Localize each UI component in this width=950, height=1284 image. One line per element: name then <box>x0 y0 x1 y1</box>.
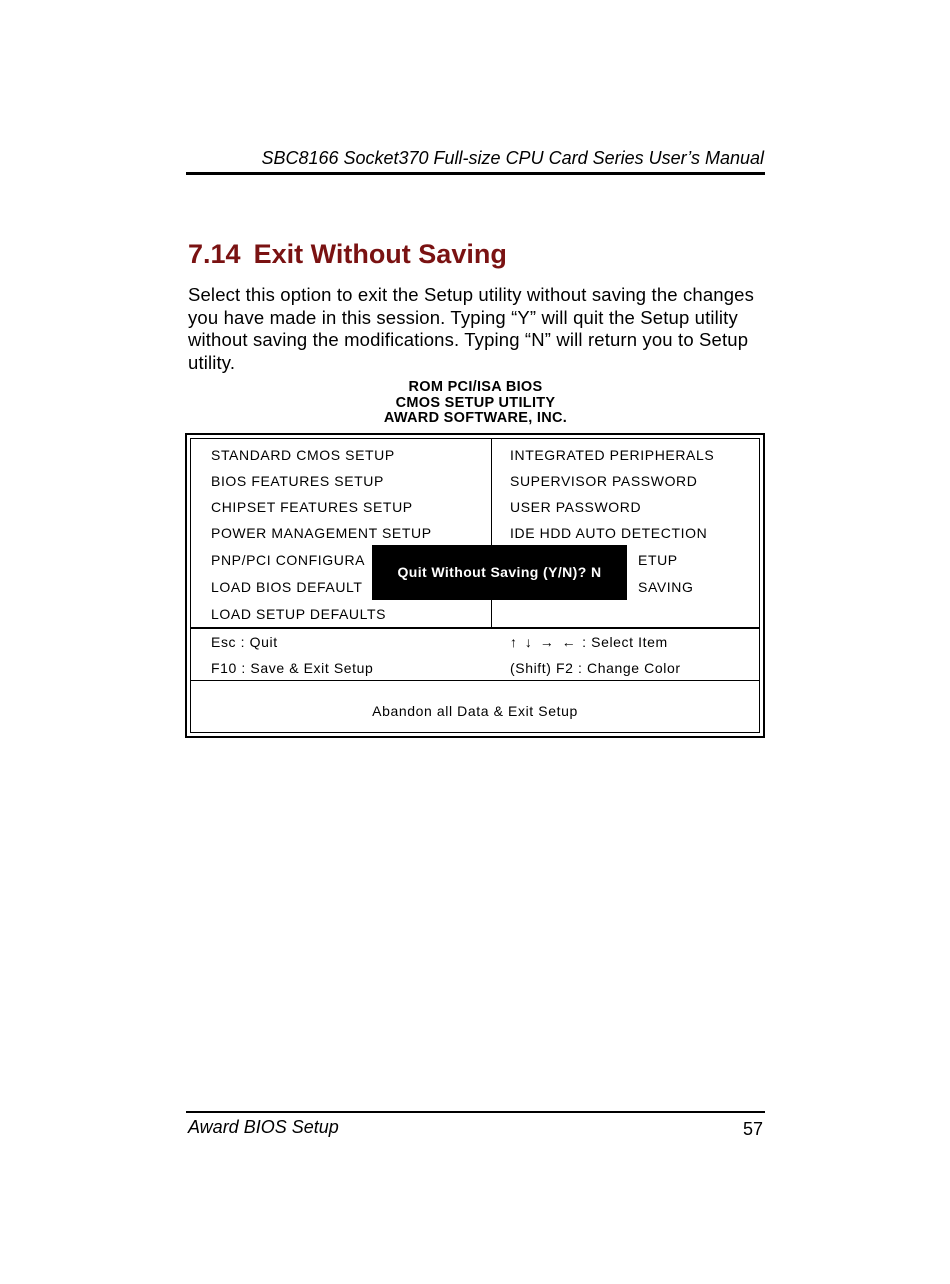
select-item-label: : Select Item <box>577 634 668 650</box>
bios-screen <box>185 433 765 738</box>
bios-screen-inner <box>190 438 760 733</box>
footer-rule <box>186 1111 765 1113</box>
menu-item-bios-features-setup[interactable]: BIOS FEATURES SETUP <box>211 473 384 489</box>
menu-item-integrated-peripherals[interactable]: INTEGRATED PERIPHERALS <box>510 447 715 463</box>
menu-item-user-password[interactable]: USER PASSWORD <box>510 499 642 515</box>
quit-confirm-prompt: Quit Without Saving (Y/N)? N <box>397 564 602 580</box>
manual-title: SBC8166 Socket370 Full-size CPU Card Series User’s Manual <box>261 148 764 168</box>
bios-caption-line-3: AWARD SOFTWARE, INC. <box>383 410 568 426</box>
menu-item-ide-hdd-auto-detection[interactable]: IDE HDD AUTO DETECTION <box>510 525 708 541</box>
page-number: 57 <box>742 1119 763 1139</box>
menu-item-load-bios-defaults[interactable]: LOAD BIOS DEFAULT <box>211 579 363 595</box>
section-heading <box>188 239 507 270</box>
header-rule <box>186 172 765 175</box>
status-line: Abandon all Data & Exit Setup <box>372 703 578 719</box>
menu-item-supervisor-password[interactable]: SUPERVISOR PASSWORD <box>510 473 698 489</box>
key-help-select-item <box>510 634 668 650</box>
footer-chapter: Award BIOS Setup <box>188 1117 339 1137</box>
section-paragraph: Select this option to exit the Setup utility without saving the changes you have made in this session. Typing “Y” will quit the Setup utility without saving the modifications. Typing “N” will return you to Setup utility. <box>188 284 754 373</box>
menu-item-exit-without-saving[interactable]: SAVING <box>638 579 694 595</box>
section-title: Exit Without Saving <box>253 239 507 269</box>
menu-item-save-exit-setup[interactable]: ETUP <box>638 552 678 568</box>
key-help-change-color: (Shift) F2 : Change Color <box>510 660 681 676</box>
menu-item-power-management-setup[interactable]: POWER MANAGEMENT SETUP <box>211 525 432 541</box>
keys-bottom-rule <box>191 680 759 681</box>
menu-item-standard-cmos-setup[interactable]: STANDARD CMOS SETUP <box>211 447 395 463</box>
key-help-f10: F10 : Save & Exit Setup <box>211 660 374 676</box>
key-help-esc: Esc : Quit <box>211 634 278 650</box>
section-number: 7.14 <box>188 239 241 269</box>
menu-item-load-setup-defaults[interactable]: LOAD SETUP DEFAULTS <box>211 606 387 622</box>
menu-item-chipset-features-setup[interactable]: CHIPSET FEATURES SETUP <box>211 499 413 515</box>
menu-bottom-rule <box>191 627 759 629</box>
arrow-keys-icon: ↑ ↓ → ← <box>510 634 578 650</box>
bios-caption-line-1: ROM PCI/ISA BIOS <box>408 379 543 395</box>
bios-caption-line-2: CMOS SETUP UTILITY <box>395 394 556 411</box>
quit-confirm-dialog[interactable] <box>372 545 627 600</box>
bios-caption <box>186 380 765 427</box>
menu-item-pnp-pci-configuration[interactable]: PNP/PCI CONFIGURA <box>211 552 366 568</box>
